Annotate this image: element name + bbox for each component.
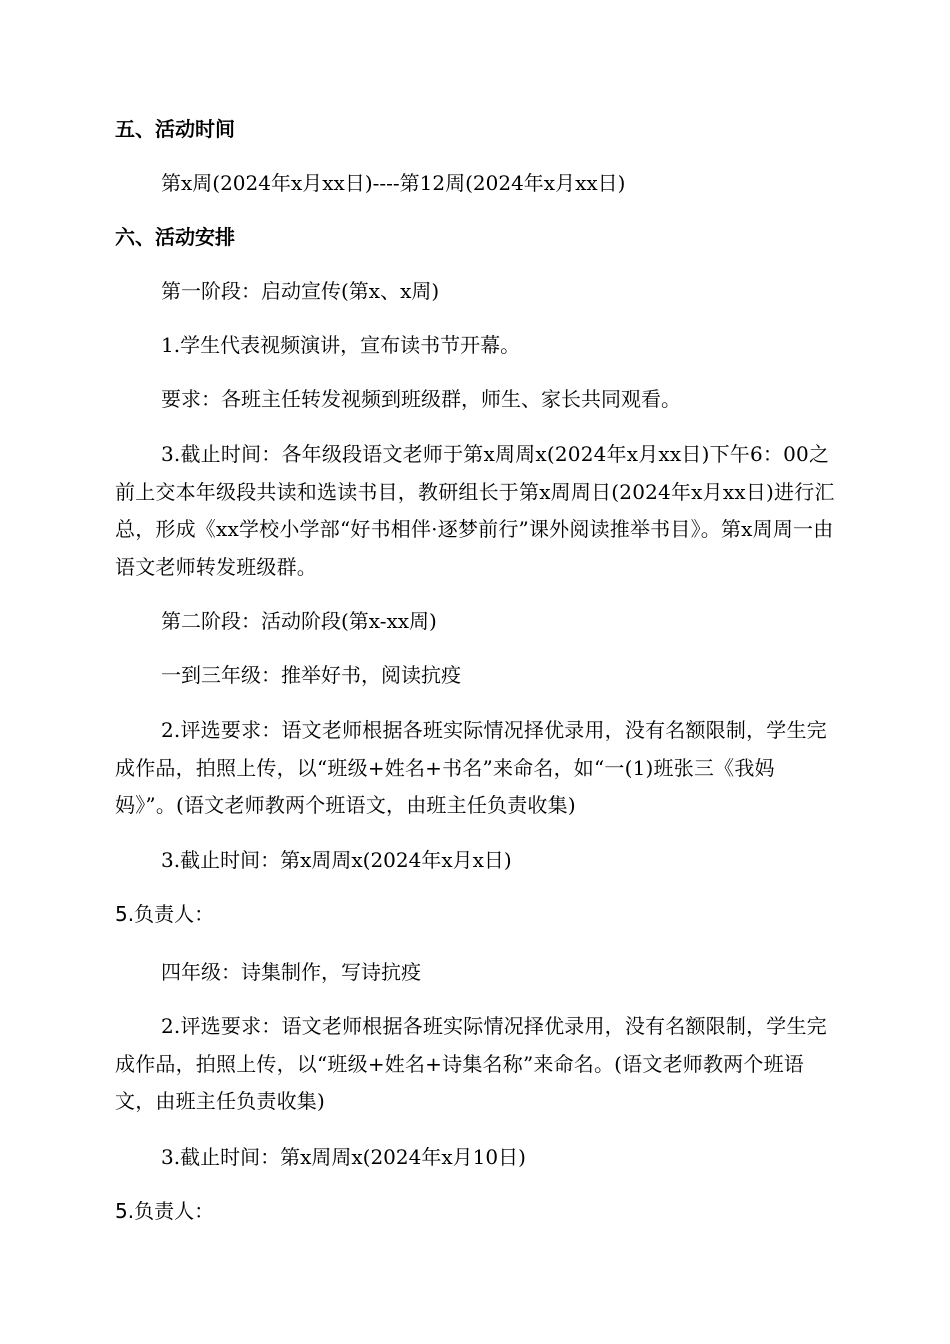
grade-4-item3: 3.截止时间：第x周周x(2024年x月10日) [161, 1145, 526, 1169]
grades-1-3-title: 一到三年级：推举好书，阅读抗疫 [161, 663, 461, 687]
stage2-title: 第二阶段：活动阶段(第x-xx周) [161, 609, 437, 633]
stage1-item3-paragraph: 3.截止时间：各年级段语文老师于第x周周x(2024年x月xx日)下午6：00之前上交本年级段共读和选读书目，教研组长于第x周周日(2024年x月xx日)进行汇总，形成《xx学校小学部“好书相伴·逐梦前行”课外阅读推举书目》。第x周周一由语文老师转发班级群。 [115, 442, 835, 579]
stage1-requirement: 要求：各班主任转发视频到班级群，师生、家长共同观看。 [161, 387, 681, 411]
grades-1-3-item3: 3.截止时间：第x周周x(2024年x月x日) [161, 848, 512, 872]
grade-4-title: 四年级：诗集制作，写诗抗疫 [161, 960, 421, 984]
grades-1-3-item2-paragraph: 2.评选要求：语文老师根据各班实际情况择优录用，没有名额限制，学生完成作品，拍照上传，以“班级+姓名+书名”来命名，如“一(1)班张三《我妈妈》”。(语文老师教两个班语文，由班主任负责收集) [115, 718, 827, 817]
activity-time-range: 第x周(2024年x月xx日)----第12周(2024年x月xx日) [161, 171, 626, 195]
section5-heading: 五、活动时间 [115, 117, 235, 141]
stage1-title: 第一阶段：启动宣传(第x、x周) [161, 279, 440, 303]
grade-4-item2-paragraph: 2.评选要求：语文老师根据各班实际情况择优录用，没有名额限制，学生完成作品，拍照上传，以“班级+姓名+诗集名称”来命名。(语文老师教两个班语文，由班主任负责收集) [115, 1014, 827, 1113]
grade-4-item5: 5.负责人： [115, 1199, 215, 1223]
stage1-item1: 1.学生代表视频演讲，宣布读书节开幕。 [161, 333, 521, 357]
grades-1-3-item5: 5.负责人： [115, 902, 215, 926]
section6-heading: 六、活动安排 [115, 225, 235, 249]
